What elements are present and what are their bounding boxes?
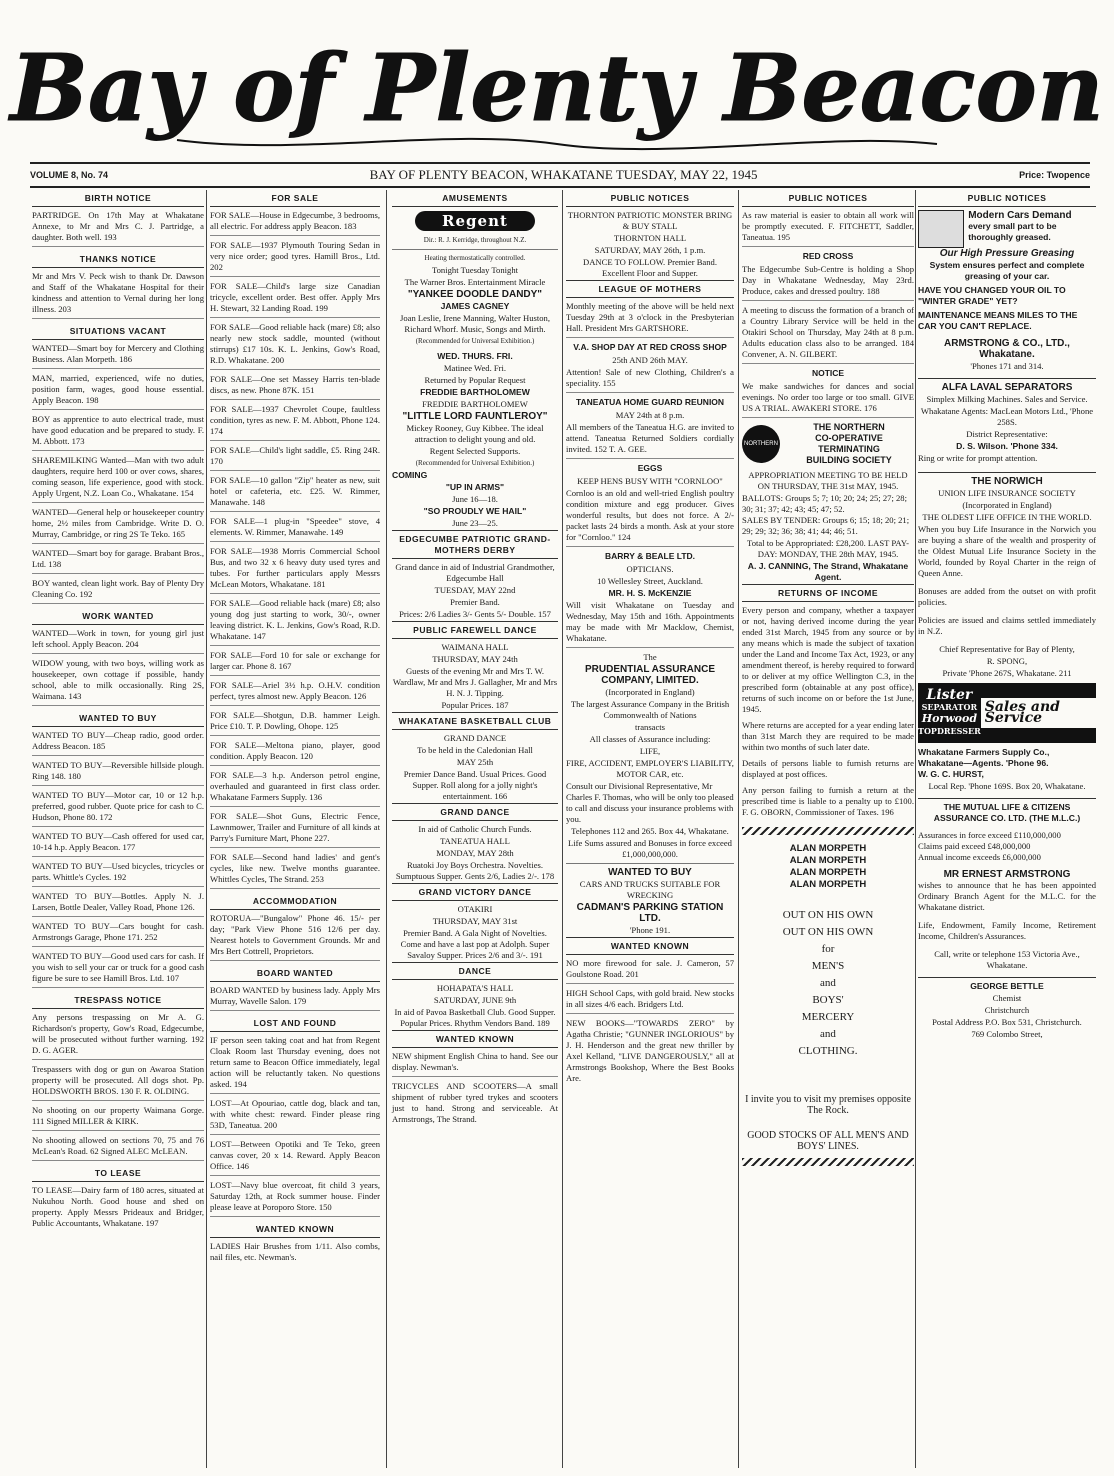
supports: Regent Selected Supports. [429, 446, 521, 456]
classified-ad: FOR SALE—Ariel 3½ h.p. O.H.V. condition perfect, tyres almost new. Apply Beacon. 126 [210, 680, 380, 706]
dance-desc: In aid of Pavoa Basketball Club. Good Supper. Popular Prices. Rhythm Vendors Band. 189 [394, 1007, 556, 1028]
classified-ad: BOARD WANTED by business lady. Apply Mrs Murray, Wavelle Salon. 179 [210, 985, 380, 1011]
armstrong-phones: 'Phones 171 and 314. [970, 361, 1044, 371]
car-icon [918, 210, 964, 248]
classified-ad: FOR SALE—Shot Guns, Electric Fence, Lawnmower, Trailer and Furniture of all kinds at Parry's Furniture Mart, Phone 227. [210, 811, 380, 848]
bettle-postal: Postal Address P.O. Box 531, Christchurch. [932, 1017, 1082, 1027]
dateline [30, 162, 1090, 188]
farewell-prices: Popular Prices. 187 [441, 700, 509, 710]
farewell-venue: WAIMANA HALL [441, 642, 509, 652]
mercery: MERCERY [801, 1011, 855, 1023]
volume-number: VOLUME 8, No. 74 [30, 170, 109, 180]
column-2 [210, 190, 380, 1470]
norwich-heading: THE NORWICH [918, 472, 1096, 487]
public-notices-heading: PUBLIC NOTICES [566, 190, 734, 207]
northern-society [742, 422, 914, 466]
regent-director: Dir.: R. J. Kerridge, throughout N.Z. [423, 236, 527, 244]
hurst-phone: Local Rep. 'Phone 169S. Box 20, Whakatane. [928, 781, 1086, 791]
classified-ad: NO more firewood for sale. J. Cameron, 57 Goulstone Road. 201 [566, 958, 734, 984]
column-3 [392, 190, 558, 1470]
norwich-text: Policies are issued and claims settled immediately in N.Z. [918, 615, 1096, 636]
returns-text: Every person and company, whether a taxpayer or not, having derived income during the year ended 31st March, 1945 from any source or by any means which is made the subject of taxation under the Land and Income Tax Act, 1923, or any amendment thereof, is hereby required to forward to or deliver at my office Wellington C.3, in the prescribed form (obtainable at any post office), returns of such income on or before the 1st June, 1945. [742, 605, 914, 714]
classified-ad: FOR SALE—Meltona piano, player, good condition. Apply Beacon. 120 [210, 740, 380, 766]
classified-ad: WANTED TO BUY—Cars bought for cash. Armstrongs Garage, Phone 171. 252 [32, 921, 204, 947]
for: for [821, 943, 835, 955]
thornton-heading: THORNTON PATRIOTIC MONSTER BRING & BUY STALL [567, 210, 733, 231]
prudential-phone: Telephones 112 and 265. Box 44, Whakatane. [571, 826, 729, 836]
classified-ad: LOST—Between Opotiki and Te Teko, green canvas cover, 20 x 14. Reward. Apply Beacon Office. 146 [210, 1139, 380, 1176]
cadman-name: CADMAN'S PARKING STATION LTD. [576, 902, 724, 924]
returns-text: Any person failing to furnish a return at the prescribed time is liable to a penalty up to £100. F. G. OBORN, Commissioner of Taxes. 196 [742, 785, 914, 817]
classified-ad: IF person seen taking coat and hat from Regent Cloak Room last Thursday evening, does not return same to Beacon Office immediately, legal action will be reluctantly taken. No questions asked. 194 [210, 1035, 380, 1094]
wanted-to-buy-heading: WANTED TO BUY [608, 867, 692, 878]
va-notice: Attention! Sale of new Clothing, Children's a speciality. 155 [566, 367, 734, 393]
norwich-text: Bonuses are added from the outset on with profit policies. [918, 586, 1096, 607]
public-notices-heading: PUBLIC NOTICES [742, 190, 914, 207]
returns-text: Where returns are accepted for a year ending later than 31st March they are required to be made within two months of such later date. [742, 720, 914, 752]
grand-dance-date: MONDAY, MAY 28th [436, 848, 514, 858]
dateline-title: BAY OF PLENTY BEACON, WHAKATANE TUESDAY, MAY 22, 1945 [369, 167, 758, 182]
thornton-desc: DANCE TO FOLLOW. Premier Band. Excellent Floor and Supper. [583, 257, 717, 278]
farewell-heading: PUBLIC FAREWELL DANCE [392, 621, 558, 639]
dance-venue: HOHAPATA'S HALL [436, 983, 514, 993]
mothers-heading: LEAGUE OF MOTHERS [566, 280, 734, 298]
classified-ad: FOR SALE—1938 Morris Commercial School Bus, and two 32 x 6 heavy duty used tyres and tubes. For further particulars apply Messrs McLean Motors, Whakatane. 181 [210, 546, 380, 594]
morpeth-name: ALAN MORPETH [789, 855, 867, 866]
eggs-heading: EGGS [637, 463, 663, 473]
work-wanted-heading: WORK WANTED [32, 608, 204, 625]
ernest-text: wishes to announce that he has been appointed Ordinary Branch Agent for the M.L.C. for the Whakatane district. [918, 880, 1096, 912]
victory-dance-heading: GRAND VICTORY DANCE [392, 883, 558, 901]
to-lease-heading: TO LEASE [32, 1165, 204, 1182]
classified-ad: TO LEASE—Dairy farm of 180 acres, situated at Nukuhou North. Good house and shed on property. Apply Messrs Prideaux and Bridger, Public Accountants, Whakatane. 197 [32, 1185, 204, 1228]
farewell-date: THURSDAY, MAY 24th [432, 654, 518, 664]
classified-ad: FOR SALE—Good reliable hack (mare) £8; also young dog just starting to work, 30/-, owner leaving district. K. L. Jenkins, Gow's Road, R.D. Whakatane. 147 [210, 598, 380, 646]
classified-ad: FOR SALE—Good reliable hack (mare) £8; also nearly new stock saddle, mounted (without stirrups) £17 10s. K. L. Jenkins, Gow's Road, R.D. Whakatane. 200 [210, 322, 380, 370]
victory-venue: OTAKIRI [457, 904, 493, 914]
classified-ad: WANTED TO BUY—Cheap radio, good order. Address Beacon. 185 [32, 730, 204, 756]
classified-ad: WANTED—General help or housekeeper country home, 2½ miles from Cambridge. Write D. O. Murray, Cambridge, or ring 2S Te Teko. 165 [32, 507, 204, 544]
lister-banner [918, 683, 1096, 743]
ballots: BALLOTS: Groups 5; 7; 10; 20; 24; 25; 27; 28; 30; 31; 37; 42; 43; 45; 47; 52. [742, 493, 907, 514]
prudential-heading: PRUDENTIAL ASSURANCE COMPANY, LIMITED. [584, 664, 715, 686]
film-recommendation: (Recommended for Universal Exhibition.) [415, 459, 535, 467]
wanted-known-heading: WANTED KNOWN [392, 1030, 558, 1048]
greasing-headline: Our High Pressure Greasing [939, 248, 1075, 259]
film-recommendation: (Recommended for Universal Exhibition.) [415, 337, 535, 345]
norwich-phone: Private 'Phone 267S, Whakatane. 211 [942, 668, 1072, 678]
sales-service: Sales and Service [981, 698, 1096, 728]
returns-text: Details of persons liable to furnish returns are displayed at post offices. [742, 758, 914, 779]
regent-logo: Regent [415, 211, 535, 231]
mlc-figure: Annual income exceeds £6,000,000 [918, 852, 1041, 862]
classified-ad: FOR SALE—1 plug-in "Speedee" stove, 4 elements. W. Rimmer, Manawahe. 149 [210, 516, 380, 542]
derby-heading: EDGECUMBE PATRIOTIC GRAND-MOTHERS DERBY [392, 530, 558, 559]
classified-ad: FOR SALE—Ford 10 for sale or exchange for larger car. Phone 8. 167 [210, 650, 380, 676]
accommodation-heading: ACCOMMODATION [210, 893, 380, 910]
coming: COMING [392, 470, 428, 480]
situations-vacant-heading: SITUATIONS VACANT [32, 323, 204, 340]
warner: The Warner Bros. Entertainment Miracle [404, 277, 546, 287]
dance-heading: DANCE [392, 962, 558, 980]
greasing-sub: System ensures perfect and complete greasing of your car. [929, 260, 1085, 281]
wfs-agents: Whakatane Farmers Supply Co., Whakatane—Agents. 'Phone 96. [918, 747, 1050, 768]
returned: Returned by Popular Request [424, 375, 526, 385]
winter-oil: HAVE YOU CHANGED YOUR OIL TO "WINTER GRADE" YET? [918, 285, 1066, 306]
car-ad-sub: every small part to be thoroughly greased. [968, 221, 1057, 242]
trespass-notice: No shooting on our property Waimana Gorge. 111 Signed MILLER & KIRK. [32, 1105, 204, 1131]
film-dates: June 16—18. [452, 494, 498, 504]
ernest-armstrong: MR ERNEST ARMSTRONG [943, 869, 1071, 880]
film-cast: Joan Leslie, Irene Manning, Walter Huston, Richard Whorf. Music, Songs and Mirth. [400, 313, 550, 334]
alfa-sub: Simplex Milking Machines. Sales and Service. [926, 394, 1088, 404]
trespass-notice-heading: TRESPASS NOTICE [32, 992, 204, 1009]
prudential-fire: FIRE, ACCIDENT, EMPLOYER'S LIABILITY, MOTOR CAR, etc. [566, 758, 734, 779]
norwich-inc: (Incorporated in England) [962, 500, 1052, 510]
bettle-chemist: Chemist [992, 993, 1022, 1003]
wanted-to-buy-heading: WANTED TO BUY [32, 710, 204, 727]
ernest-text: Life, Endowment, Family Income, Retirement Income, Children's Assurances. [918, 920, 1096, 941]
lost-and-found-heading: LOST AND FOUND [210, 1015, 380, 1032]
basketball-venue: To be held in the Caledonian Hall [417, 745, 533, 755]
lister-top: TOPDRESSER [918, 726, 981, 736]
grand-dance-aid: In aid of Catholic Church Funds. [418, 824, 532, 834]
classified-ad: HIGH School Caps, with gold braid. New stocks in all sizes 4/6 each. Bridgers Ltd. [566, 988, 734, 1014]
red-cross-heading: RED CROSS [802, 251, 854, 261]
barry-address: 10 Wellesley Street, Auckland. [597, 576, 703, 586]
norwich-text: When you buy Life Insurance in the Norwich you are buying a share of the wealth and prosperity of the Oldest Mutual Life Insurance Society in the World, founded by Royal Charter in the reign of Queen Anne. [918, 524, 1096, 578]
eggs-slogan: KEEP HENS BUSY WITH "CORNLOO" [577, 476, 723, 486]
basketball-desc: Premier Dance Band. Usual Prices. Good Supper. Roll along for a jolly night's entertainment. 166 [403, 769, 547, 801]
classified-ad: FOR SALE—Child's light saddle, £5. Ring 24R. 170 [210, 445, 380, 471]
classified-ad: FOR SALE—Shotgun, D.B. hammer Leigh. Price £10. T. P. Dowling, Ohope. 125 [210, 710, 380, 736]
classified-ad: LOST—Navy blue overcoat, fit child 3 years, Saturday 12th, at Rock summer house. Finder please leave at Poroporo Store. 150 [210, 1180, 380, 1217]
classified-ad: WIDOW young, with two boys, willing work as housekeeper, own cottage if possible, handy school, able to milk occasionally. Ring 2S, Waimana. 143 [32, 658, 204, 706]
decorative-border [742, 1158, 914, 1166]
trespass-notice: Any persons trespassing on Mr A. G. Richardson's property, Gow's Road, Edgecumbe, will be prosecuted without further warning. 192 D. G. AGER. [32, 1012, 204, 1060]
prudential-the: The [643, 652, 657, 662]
lister-logo: Lister [926, 687, 973, 703]
northern-logo-icon: NORTHERN [742, 425, 780, 463]
film-title: "UP IN ARMS" [445, 482, 505, 492]
library-notice: A meeting to discuss the formation of a branch of a Country Library Service will be held in the Otakiri School on Thursday, May 24th at 8 p.m. Adults education class also to be arranged. 184 Convener, A. N. GILBERT. [742, 305, 914, 364]
tonight: Tonight Tuesday Tonight [431, 265, 519, 275]
classified-ad: FOR SALE—10 gallon "Zip" heater as new, suit hotel or cafeteria, etc. £25. W. Rimmer, Manawahe. 148 [210, 475, 380, 512]
trespass-notice: Trespassers with dog or gun on Awaroa Station property will be prosecuted. All dogs shot. Pp. HOLDSWORTH BROS. 130 F. R. OLDING. [32, 1064, 204, 1101]
trespass-notice: No shooting allowed on sections 70, 75 and 76 McLean's Road. 62 Signed ALEC McLEAN. [32, 1135, 204, 1161]
farewell-guests: Guests of the evening Mr and Mrs T. W. Wardlaw, Mr and Mrs J. Gallagher, Mr and Mrs H. N. J. Tipping. [392, 666, 558, 698]
total: Total to be Appropriated: £28,200. LAST PAY-DAY: MONDAY, THE 28th MAY, 1945. [747, 538, 909, 559]
film-days: WED. THURS. FRI. [437, 351, 513, 361]
prudential-classes: All classes of Assurance including: [589, 734, 711, 744]
film-cast: Mickey Rooney, Guy Kibbee. The ideal attraction to delight young and old. [406, 423, 544, 444]
barry-name: MR. H. S. McKENZIE [608, 588, 692, 598]
classified-ad: WANTED TO BUY—Good used cars for cash. If you wish to sell your car or truck for a good cash figure be sure to see Hamill Bros. Ltd. 107 [32, 951, 204, 988]
victory-desc: Premier Band. A Gala Night of Novelties. Come and have a last pop at Adolph. Super Savaloy Supper. Prices 2/6 and 3/-. 191 [400, 928, 550, 960]
northern-line: THE NORTHERN [813, 422, 885, 432]
classified-ad: WANTED TO BUY—Reversible hillside plough. Ring 148. 180 [32, 760, 204, 786]
classified-ad: LADIES Hair Brushes from 1/11. Also combs, nail files, etc. Newman's. [210, 1241, 380, 1262]
hurst-name: W. G. C. HURST, [918, 769, 984, 779]
eggs-notice: Cornloo is an old and well-tried English poultry condition mixture and egg producer. Gives wonderful results, but does not force. A 2/- packet lasts 24 birds a month. Ask at your store for "Cornloo." 124 [566, 488, 734, 547]
saddler-notice: As raw material is easier to obtain all work will be promptly executed. F. FITCHETT, Saddler, Taneatua. 195 [742, 210, 914, 247]
dance-date: SATURDAY, JUNE 9th [433, 995, 517, 1005]
film-title: "SO PROUDLY WE HAIL" [423, 506, 527, 516]
price: Price: Twopence [1019, 170, 1090, 180]
and: and [820, 977, 836, 989]
wanted-known-heading: WANTED KNOWN [210, 1221, 380, 1238]
barry-notice: Will visit Whakatane on Tuesday and Wednesday, May 15th and 16th. Appointments may be made with Mr Macklow, Chemist, Whakatane. [566, 600, 734, 648]
classified-ad: FOR SALE—Second hand ladies' and gent's cycles, like new. Twelve months guarantee. Whittles Cycles, The Strand. 253 [210, 852, 380, 889]
cadman-phone: 'Phone 191. [629, 925, 671, 935]
wtb-cars: CARS AND TRUCKS SUITABLE FOR WRECKING [579, 879, 721, 900]
morpeth-name: ALAN MORPETH [789, 843, 867, 854]
car-ad-headline: Modern Cars Demand [968, 210, 1072, 221]
classified-ad: NEW shipment English China to hand. See our display. Newman's. [392, 1051, 558, 1077]
classified-ad: WANTED TO BUY—Bottles. Apply N. J. Larsen, Bottle Dealer, Valley Road, Phone 126. [32, 891, 204, 917]
classified-ad: LOST—At Opouriao, cattle dog, black and tan, with white chest: reward. Finder please ring 53D, Taneatua. 200 [210, 1098, 380, 1135]
film-dates: June 23—25. [452, 518, 498, 528]
horwood-logo: Horwood [921, 712, 978, 725]
film-star: JAMES CAGNEY [440, 301, 510, 311]
mothers-notice: Monthly meeting of the above will be held next Tuesday 29th at 3 o'clock in the Presbyterian Hall. President Mrs GARTSHORE. [566, 301, 734, 338]
victory-date: THURSDAY, MAY 31st [432, 916, 518, 926]
masthead [0, 18, 1114, 168]
morpeth-name: ALAN MORPETH [789, 867, 867, 878]
classified-ad: ROTORUA—"Bungalow" Phone 46. 15/- per day; "Park View Phone 516 12/6 per day. Nearest hotels to Government Grounds. Mr and Mrs Bert Cottrell, Proprietors. [210, 913, 380, 961]
column-5 [742, 190, 914, 1470]
film-title: "YANKEE DOODLE DANDY" [407, 289, 543, 300]
alfa-wilson: D. S. Wilson. 'Phone 334. [956, 441, 1058, 451]
norwich-sub: UNION LIFE INSURANCE SOCIETY [938, 488, 1076, 498]
norwich-chief: Chief Representative for Bay of Plenty, [939, 644, 1075, 654]
lister-sep: SEPARATOR [921, 702, 978, 712]
barry-heading: BARRY & BEALE LTD. [604, 551, 696, 561]
classified-ad: WANTED—Work in town, for young girl just left school. Apply Beacon. 204 [32, 628, 204, 654]
classified-ad: FOR SALE—One set Massey Harris ten-blade discs, as new. Phone 87K. 151 [210, 374, 380, 400]
notice-heading: NOTICE [811, 368, 845, 378]
classified-ad: FOR SALE—House in Edgecumbe, 3 bedrooms, all electric. For address apply Beacon. 183 [210, 210, 380, 236]
classified-ad: WANTED—Smart boy for Mercery and Clothing Business. Alan Morpeth. 186 [32, 343, 204, 369]
classified-ad: WANTED TO BUY—Used bicycles, tricycles or parts. Whittle's Cycles. 192 [32, 861, 204, 887]
classified-ad: SHAREMILKING Wanted—Man with two adult daughters, require herd 100 or over cows, shares, coming season, life experience, good with stock. Apply Urgent, N.Z. Loan Co., Whakatane. 154 [32, 455, 204, 503]
maintenance: MAINTENANCE MEANS MILES TO THE CAR YOU CAN'T REPLACE. [918, 310, 1078, 331]
mlc-figure: Assurances in force exceed £110,000,000 [918, 830, 1061, 840]
classified-ad: FOR SALE—1937 Chevrolet Coupe, faultless condition, tyres as new. F. M. Abbott, Phone 124. 174 [210, 404, 380, 441]
derby-desc: Grand dance in aid of Industrial Grandmother, Edgecumbe Hall [395, 562, 555, 583]
classified-ad: WANTED TO BUY—Cash offered for used car, 10-14 h.p. Apply Beacon. 177 [32, 831, 204, 857]
thornton-date: SATURDAY, MAY 26th, 1 p.m. [594, 245, 706, 255]
clothing: CLOTHING. [798, 1045, 858, 1057]
derby-prices: Prices: 2/6 Ladies 3/- Gents 5/- Double. 157 [399, 609, 551, 619]
basketball-heading: WHAKATANE BASKETBALL CLUB [392, 712, 558, 730]
taneatua-notice: All members of the Taneatua H.G. are invited to attend. Taneatua Returned Soldiers cordially invited. 152 T. A. GEE. [566, 422, 734, 459]
grand-dance-desc: Ruatoki Joy Boys Orchestra. Novelties. Sumptuous Supper. Gents 2/6, Ladies 2/-. 178 [395, 860, 555, 881]
classified-ad: WANTED—Smart boy for garage. Brabant Bros., Ltd. 138 [32, 548, 204, 574]
classified-ad: MAN, married, experienced, wife no duties, position farm, wages, good house essential. Apply Beacon. 198 [32, 373, 204, 410]
birth-notice-heading: BIRTH NOTICE [32, 190, 204, 207]
derby-date: TUESDAY, MAY 22nd [434, 585, 516, 595]
prudential-sums: Life Sums assured and Bonuses in force exceed £1,000,000,000. [568, 838, 732, 859]
masthead-title [10, 28, 1104, 158]
classified-ad: FOR SALE—Child's large size Canadian tricycle, excellent order. Best offer. Apply Mrs H. Stewart, 32 Landing Road. 199 [210, 281, 380, 318]
column-4 [566, 190, 734, 1470]
morpeth-invite: I invite you to visit my premises opposite The Rock. [745, 1094, 911, 1116]
classified-ad: WANTED TO BUY—Motor car, 10 or 12 h.p. preferred, good rubber. Quote price for cash to C. Hudson, Phone 80. 172 [32, 790, 204, 827]
derby-band: Premier Band. [450, 597, 500, 607]
film-star: FREDDIE BARTHOLOMEW [420, 387, 530, 397]
alfa-ring: Ring or write for prompt attention. [918, 453, 1038, 463]
northern-line: BUILDING SOCIETY [806, 455, 892, 465]
film-star: FREDDIE BARTHOLOMEW [422, 399, 528, 409]
ernest-contact: Call, write or telephone 153 Victoria Ave., Whakatane. [934, 949, 1080, 970]
prudential-transacts: transacts [634, 722, 666, 732]
basketball-date: MAY 25th [456, 757, 494, 767]
wanted-known-heading: WANTED KNOWN [566, 937, 734, 955]
thanks-notice-heading: THANKS NOTICE [32, 251, 204, 268]
armstrong-name: ARMSTRONG & CO., LTD., Whakatane. [944, 338, 1070, 360]
grand-dance-venue: TANEATUA HALL [440, 836, 510, 846]
thornton-venue: THORNTON HALL [613, 233, 687, 243]
norwich-oldest: THE OLDEST LIFE OFFICE IN THE WORLD. [922, 512, 1092, 522]
morpeth-goods: GOOD STOCKS OF ALL MEN'S AND BOYS' LINES. [747, 1130, 909, 1152]
appropriation: APPROPRIATION MEETING TO BE HELD ON THURSDAY, THE 31st MAY, 1945. [748, 470, 908, 491]
birth-notice: PARTRIDGE. On 17th May at Whakatane Annexe, to Mr and Mrs C. J. Partridge, a daughter. Both well. 193 [32, 210, 204, 247]
out-on-own: OUT ON HIS OWN [782, 909, 874, 921]
mlc-figure: Claims paid exceed £48,000,000 [918, 841, 1031, 851]
bettle-street: 769 Colombo Street, [971, 1029, 1043, 1039]
classified-ad: BOY as apprentice to auto electrical trade, must have good education and be prepared to study. F. M. Abbott. 173 [32, 414, 204, 451]
norwich-spong: R. SPONG, [986, 656, 1028, 666]
public-notices-heading: PUBLIC NOTICES [918, 190, 1096, 207]
column-1 [32, 190, 204, 1470]
amusements-heading: AMUSEMENTS [392, 190, 558, 207]
alfa-heading: ALFA LAVAL SEPARATORS [918, 378, 1096, 393]
classified-ad: BOY wanted, clean light work. Bay of Plenty Dry Cleaning Co. 192 [32, 578, 204, 604]
red-cross-notice: The Edgecumbe Sub-Centre is holding a Shop Day in Whakatane Wednesday, May 23rd. Produce, cakes and dressed poultry. 188 [742, 264, 914, 301]
for-sale-heading: FOR SALE [210, 190, 380, 207]
tenders: SALES BY TENDER: Groups 6; 15; 18; 20; 21; 29; 29; 32; 36; 38; 41; 44; 46; 51. [742, 515, 910, 536]
film-title: "LITTLE LORD FAUNTLEROY" [402, 411, 548, 422]
classified-ad: FOR SALE—1937 Plymouth Touring Sedan in very nice order; good tyres. Hamill Bros., Ltd. 202 [210, 240, 380, 277]
prudential-consult: Consult our Divisional Representative, Mr Charles F. Thomas, who will be only too pleased to call and discuss your insurance problems with you. [566, 781, 734, 824]
prudential-inc: (Incorporated in England) [605, 687, 695, 697]
out-on-own: OUT ON HIS OWN [782, 926, 874, 938]
decorative-border [742, 827, 914, 835]
returns-heading: RETURNS OF INCOME [742, 584, 914, 602]
column-6 [918, 190, 1096, 1470]
va-heading: V.A. SHOP DAY AT RED CROSS SHOP [573, 342, 727, 352]
va-dates: 25th AND 26th MAY. [612, 355, 688, 365]
morpeth-name: ALAN MORPETH [789, 879, 867, 890]
and: and [820, 1028, 836, 1040]
board-wanted-heading: BOARD WANTED [210, 965, 380, 982]
mens: MEN'S [811, 960, 845, 972]
taneatua-date: MAY 24th at 8 p.m. [615, 410, 685, 420]
heating-note: Heating thermostatically controlled. [424, 254, 526, 262]
classified-ad: NEW BOOKS—"TOWARDS ZERO" by Agatha Christie; "GUNNER INGLORIOUS" by J. H. Henderson and the great new thriller by Axel Kelland, "LIVE DANGEROUSLY," all at Armstrongs Bookshop, Where the Best Books Are. [566, 1018, 734, 1083]
grand-dance-heading: GRAND DANCE [392, 803, 558, 821]
boys: BOYS' [812, 994, 844, 1006]
basketball-event: GRAND DANCE [443, 733, 507, 743]
northern-line: CO-OPERATIVE [815, 433, 883, 443]
northern-line: TERMINATING [818, 444, 880, 454]
alfa-rep: District Representative: [966, 429, 1048, 439]
awakeri-notice: We make sandwiches for dances and social evenings. No order too large or too small. GIVE US A TRIAL. AWAKERI STORE. 176 [742, 381, 914, 418]
mlc-heading: THE MUTUAL LIFE & CITIZENS ASSURANCE CO. LTD. (THE M.L.C.) [918, 798, 1096, 824]
classified-ad: FOR SALE—3 h.p. Anderson petrol engine, overhauled and guaranteed in first class order. Whakatane Farmers Supply. 136 [210, 770, 380, 807]
matinee: Matinee Wed. Fri. [443, 363, 507, 373]
thanks-notice: Mr and Mrs V. Peck wish to thank Dr. Dawson and Staff of the Whakatane Hospital for their kindness and attention to Vernal during her long illness. 203 [32, 271, 204, 319]
barry-sub: OPTICIANS. [626, 564, 674, 574]
canning: A. J. CANNING, The Strand, Whakatane Agent. [747, 561, 909, 582]
taneatua-heading: TANEATUA HOME GUARD REUNION [575, 397, 725, 407]
bettle-name: GEORGE BETTLE [918, 977, 1096, 992]
alfa-agents: Whakatane Agents: MacLean Motors Ltd., 'Phone 258S. [920, 406, 1094, 427]
classified-ad: TRICYCLES AND SCOOTERS—A small shipment of rubber tyred trykes and scooters just to hand. Strong and serviceable. At Armstrongs, The Strand. [392, 1081, 558, 1124]
masthead-title-text: Bay of Plenty Beacon [10, 34, 1104, 142]
prudential-largest: The largest Assurance Company in the British Commonwealth of Nations [570, 699, 730, 720]
prudential-life: LIFE, [639, 746, 661, 756]
bettle-city: Christchurch [984, 1005, 1030, 1015]
